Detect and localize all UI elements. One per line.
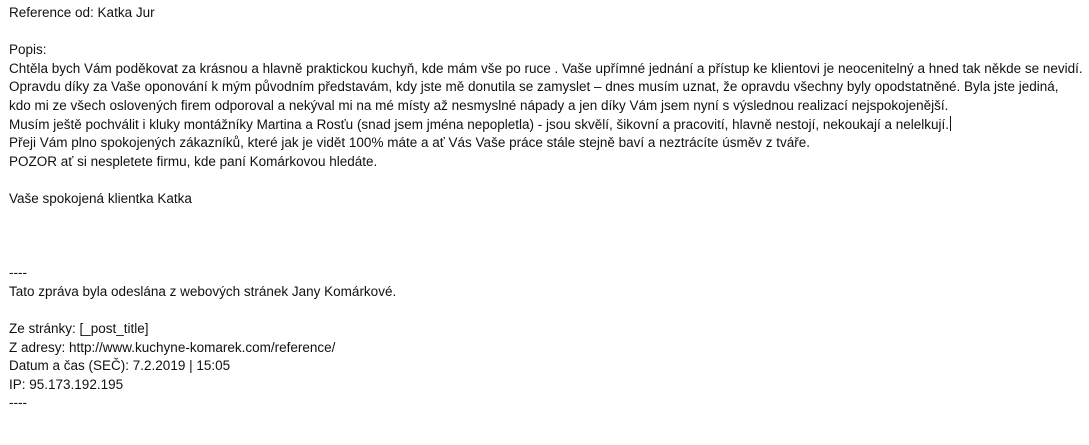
description-label: Popis: [9, 42, 47, 58]
message-line-3: kdo mi ze všech oslovených firem odporoval a nekýval mi na mé místy až nesmyslné nápady a jen díky Vám jsem nyní s výslednou realizací nejspokojenější. [9, 97, 949, 113]
blank-line [9, 246, 1085, 265]
message-line-4: Musím ještě pochválit i kluky montážníky Martina a Rosťu (snad jsem jména nepopletla) - jsou skvělí, šikovní a pracovití, hlavně nestojí, nekoukají a nelelkují. [9, 116, 949, 132]
footer-notice: Tato zpráva byla odeslána z webových stránek Jany Komárkové. [9, 283, 397, 299]
email-body[interactable] [9, 4, 1085, 413]
message-line-5: Přeji Vám plno spokojených zákazníků, které jak je vidět 100% máte a ať Vás Vaše práce stále stejně baví a neztrácíte úsměv z tváře. [9, 135, 810, 151]
message-line-6: POZOR ať si nespletete firmu, kde paní Komárkovou hledáte. [9, 153, 378, 169]
message-line-2: Opravdu díky za Vaše oponování k mým původním představám, kdy jste mě donutila se zamyslet – dnes musím uznat, že opravdu všechny byly opodstatněné. Byla jste jediná, [9, 79, 1059, 95]
blank-line [9, 209, 1085, 228]
signature: Vaše spokojená klientka Katka [9, 190, 192, 206]
separator-bottom: ---- [9, 395, 27, 411]
message-line-1: Chtěla bych Vám poděkovat za krásnou a hlavně praktickou kuchyň, kde mám vše po ruce . Vaše upřímné jednání a přístup ke klientovi je neocenitelný a hned tak někde se nevidí. [9, 60, 1083, 76]
blank-line [9, 227, 1085, 246]
footer-ip: IP: 95.173.192.195 [9, 376, 124, 392]
footer-page: Ze stránky: [_post_title] [9, 321, 149, 337]
text-cursor [950, 116, 951, 131]
reference-from: Reference od: Katka Jur [9, 5, 155, 20]
footer-datetime: Datum a čas (SEČ): 7.2.2019 | 15:05 [9, 358, 231, 374]
blank-line [9, 171, 1085, 190]
separator-top: ---- [9, 265, 27, 281]
footer-address: Z adresy: http://www.kuchyne-komarek.com/reference/ [9, 339, 336, 355]
blank-line [9, 23, 1085, 42]
blank-line [9, 302, 1085, 321]
message-line-4-wrapper [9, 116, 1085, 135]
